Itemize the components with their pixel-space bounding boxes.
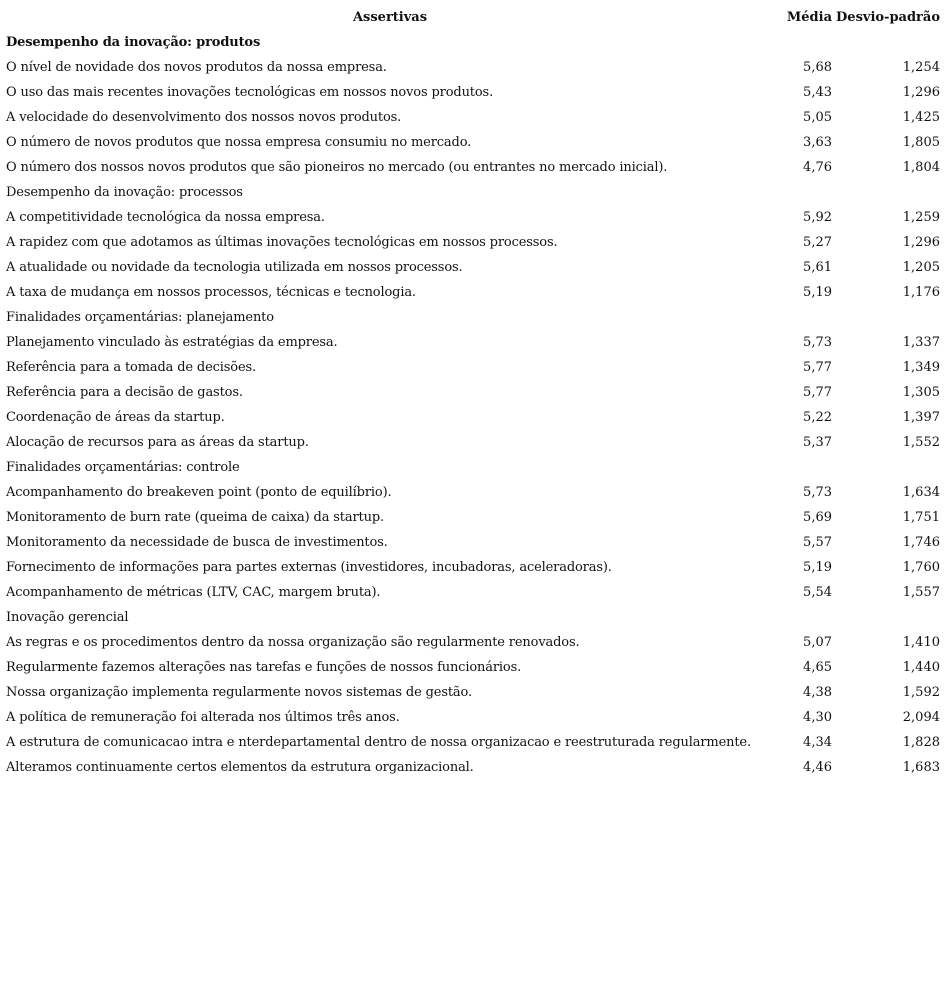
section-title: Inovação gerencial	[6, 610, 129, 625]
assertion-text: Referência para a decisão de gastos.	[6, 385, 243, 400]
mean-value: 5,73	[803, 485, 832, 500]
section-heading-row	[6, 30, 940, 55]
assertion-text: A velocidade do desenvolvimento dos nossos novos produtos.	[6, 110, 402, 125]
header-row	[6, 5, 940, 30]
mean-value: 5,07	[803, 635, 832, 650]
mean-value: 5,37	[803, 435, 832, 450]
sd-value: 2,094	[902, 710, 940, 725]
sd-value: 1,296	[902, 235, 940, 250]
assertion-text: A estrutura de comunicacao intra e nterdepartamental dentro de nossa organizacao e reestruturada regularmente.	[6, 735, 751, 750]
table-row	[6, 430, 940, 455]
assertion-text: A taxa de mudança em nossos processos, técnicas e tecnologia.	[6, 285, 416, 300]
sd-value: 1,828	[902, 735, 940, 750]
sd-value: 1,592	[902, 685, 940, 700]
assertion-text: Acompanhamento de métricas (LTV, CAC, margem bruta).	[6, 585, 381, 600]
assertion-text: Fornecimento de informações para partes externas (investidores, incubadoras, aceleradoras).	[6, 560, 612, 575]
table-row	[6, 730, 940, 755]
sd-value: 1,349	[902, 360, 940, 375]
assertion-text: Monitoramento de burn rate (queima de caixa) da startup.	[6, 510, 385, 525]
mean-value: 5,77	[803, 360, 832, 375]
table-row	[6, 405, 940, 430]
mean-value: 5,22	[803, 410, 832, 425]
sd-value: 1,746	[902, 535, 940, 550]
table-row	[6, 755, 940, 780]
table-row	[6, 705, 940, 730]
table-row	[6, 505, 940, 530]
sd-value: 1,397	[902, 410, 940, 425]
assertion-text: A competitividade tecnológica da nossa empresa.	[6, 210, 325, 225]
table-row	[6, 380, 940, 405]
mean-value: 5,27	[803, 235, 832, 250]
section-title: Finalidades orçamentárias: planejamento	[6, 310, 274, 325]
mean-value: 4,34	[803, 735, 832, 750]
table-body	[6, 30, 940, 780]
section-title: Desempenho da inovação: processos	[6, 185, 243, 200]
sd-value: 1,305	[902, 385, 940, 400]
table-header	[6, 5, 940, 30]
sd-value: 1,254	[902, 60, 940, 75]
sd-value: 1,259	[902, 210, 940, 225]
assertion-text: Referência para a tomada de decisões.	[6, 360, 257, 375]
assertion-text: Monitoramento da necessidade de busca de investimentos.	[6, 535, 388, 550]
assertion-text: Alteramos continuamente certos elementos da estrutura organizacional.	[6, 760, 474, 775]
mean-value: 4,46	[803, 760, 832, 775]
mean-value: 5,54	[803, 585, 832, 600]
mean-value: 4,30	[803, 710, 832, 725]
mean-value: 5,19	[803, 560, 832, 575]
mean-value: 4,38	[803, 685, 832, 700]
sd-value: 1,804	[902, 160, 940, 175]
mean-value: 5,43	[803, 85, 832, 100]
sd-value: 1,805	[902, 135, 940, 150]
table-row	[6, 155, 940, 180]
sd-value: 1,425	[902, 110, 940, 125]
assertion-text: A rapidez com que adotamos as últimas inovações tecnológicas em nossos processos.	[6, 235, 558, 250]
table-row	[6, 105, 940, 130]
section-heading-row	[6, 180, 940, 205]
sd-value: 1,552	[902, 435, 940, 450]
section-title: Desempenho da inovação: produtos	[6, 35, 261, 50]
statistics-table	[6, 5, 940, 780]
table-row	[6, 580, 940, 605]
table-row	[6, 130, 940, 155]
assertion-text: Nossa organização implementa regularmente novos sistemas de gestão.	[6, 685, 472, 700]
sd-value: 1,440	[902, 660, 940, 675]
mean-value: 5,19	[803, 285, 832, 300]
table-row	[6, 55, 940, 80]
mean-value: 5,77	[803, 385, 832, 400]
sd-value: 1,410	[902, 635, 940, 650]
sd-value: 1,296	[902, 85, 940, 100]
section-heading-row	[6, 305, 940, 330]
assertion-text: A atualidade ou novidade da tecnologia utilizada em nossos processos.	[6, 260, 463, 275]
mean-value: 5,73	[803, 335, 832, 350]
mean-value: 5,61	[803, 260, 832, 275]
table-row	[6, 530, 940, 555]
header-assertion: Assertivas	[352, 10, 428, 25]
mean-value: 4,76	[803, 160, 832, 175]
sd-value: 1,176	[902, 285, 940, 300]
section-heading-row	[6, 455, 940, 480]
mean-value: 5,57	[803, 535, 832, 550]
assertion-text: O nível de novidade dos novos produtos da nossa empresa.	[6, 60, 387, 75]
assertion-text: Coordenação de áreas da startup.	[6, 410, 225, 425]
assertion-text: A política de remuneração foi alterada nos últimos três anos.	[6, 710, 400, 725]
table-row	[6, 80, 940, 105]
assertion-text: Regularmente fazemos alterações nas tarefas e funções de nossos funcionários.	[6, 660, 522, 675]
table-row	[6, 280, 940, 305]
assertion-text: Acompanhamento do breakeven point (ponto de equilíbrio).	[6, 485, 392, 500]
table-row	[6, 630, 940, 655]
table-row	[6, 355, 940, 380]
assertion-text: Planejamento vinculado às estratégias da empresa.	[6, 335, 338, 350]
sd-value: 1,337	[902, 335, 940, 350]
table-row	[6, 655, 940, 680]
table-row	[6, 255, 940, 280]
sd-value: 1,205	[902, 260, 940, 275]
table-row	[6, 230, 940, 255]
mean-value: 5,69	[803, 510, 832, 525]
table-row	[6, 480, 940, 505]
sd-value: 1,683	[902, 760, 940, 775]
table-row	[6, 205, 940, 230]
assertion-text: Alocação de recursos para as áreas da startup.	[6, 435, 309, 450]
table-row	[6, 555, 940, 580]
sd-value: 1,557	[902, 585, 940, 600]
mean-value: 4,65	[803, 660, 832, 675]
assertion-text: O número dos nossos novos produtos que são pioneiros no mercado (ou entrantes no mercado inicial).	[6, 160, 668, 175]
assertion-text: As regras e os procedimentos dentro da nossa organização são regularmente renovados.	[6, 635, 580, 650]
mean-value: 5,05	[803, 110, 832, 125]
header-sd: Desvio-padrão	[836, 10, 940, 25]
assertion-text: O número de novos produtos que nossa empresa consumiu no mercado.	[6, 135, 472, 150]
mean-value: 3,63	[803, 135, 832, 150]
mean-value: 5,68	[803, 60, 832, 75]
table-row	[6, 330, 940, 355]
header-mean: Média	[786, 10, 832, 25]
assertion-text: O uso das mais recentes inovações tecnológicas em nossos novos produtos.	[6, 85, 494, 100]
mean-value: 5,92	[803, 210, 832, 225]
sd-value: 1,634	[902, 485, 940, 500]
sd-value: 1,751	[902, 510, 940, 525]
section-title: Finalidades orçamentárias: controle	[6, 460, 240, 475]
sd-value: 1,760	[902, 560, 940, 575]
section-heading-row	[6, 605, 940, 630]
table-row	[6, 680, 940, 705]
